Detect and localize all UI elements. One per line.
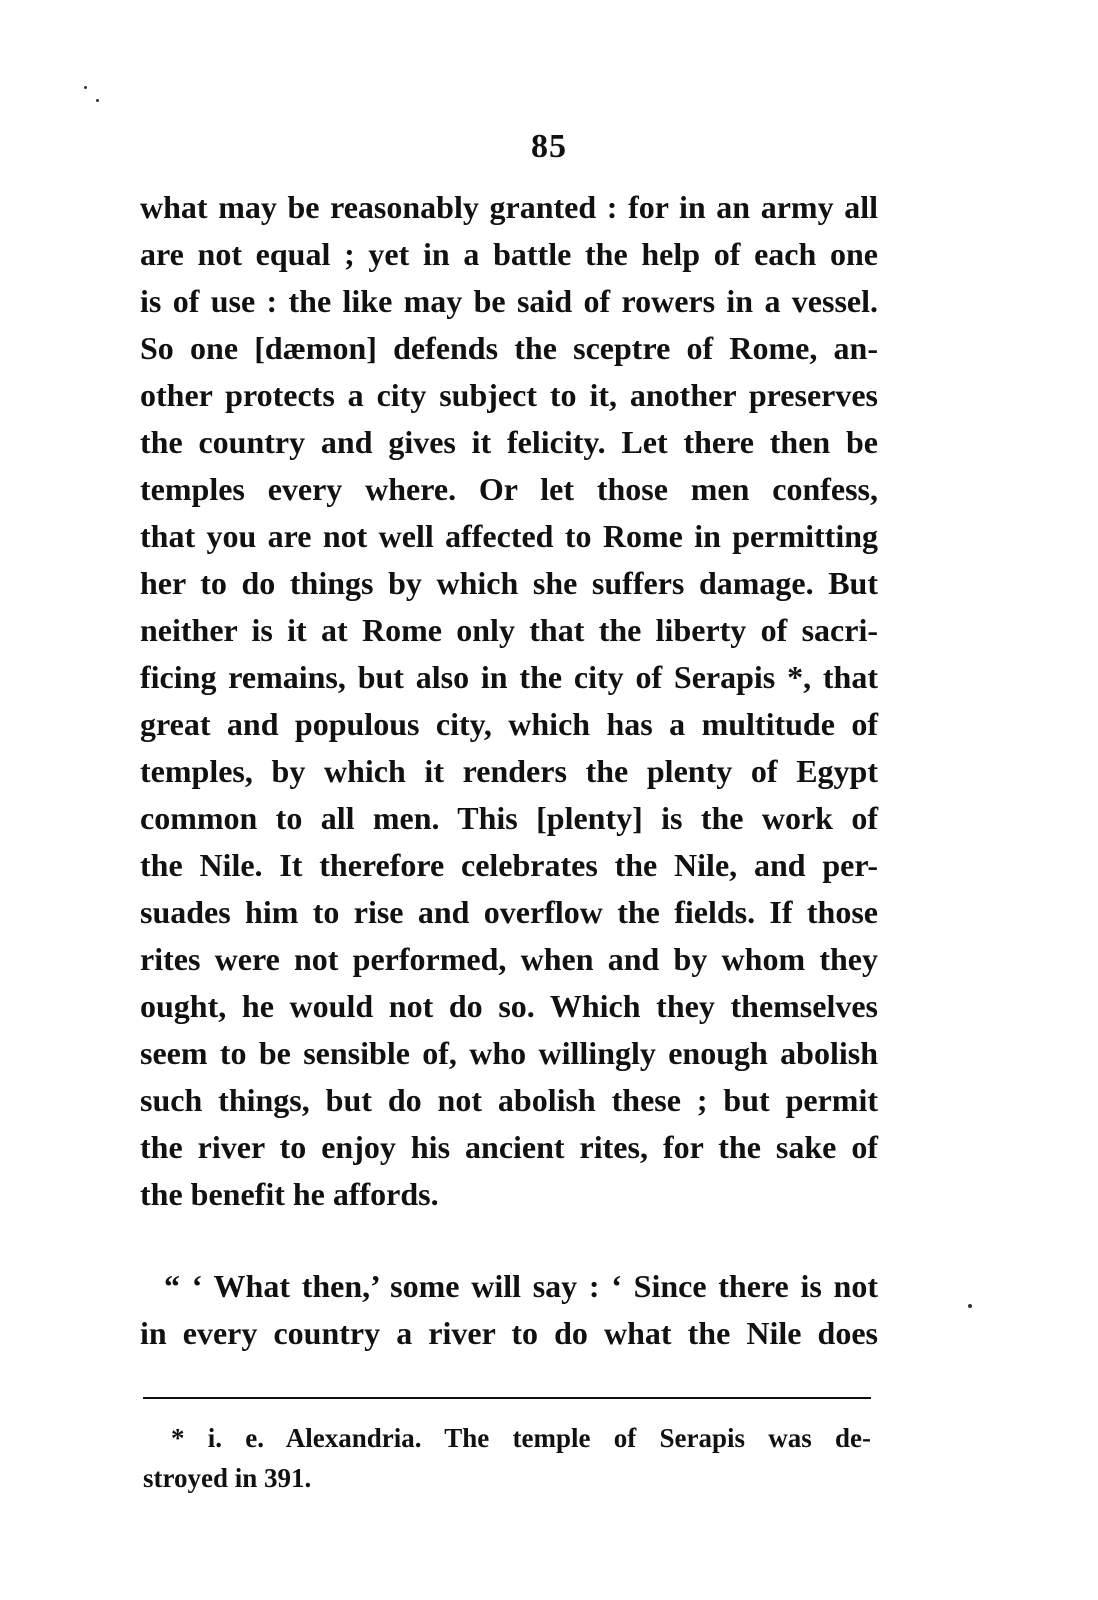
text-line: seem to be sensible of, who willingly enough abolish <box>140 1035 878 1071</box>
footnote <box>143 1418 871 1498</box>
text-line: that you are not well affected to Rome in permitting <box>140 518 878 554</box>
paragraph-2 <box>140 1263 878 1357</box>
text-line: the river to enjoy his ancient rites, for the sake of <box>140 1129 878 1165</box>
footnote-divider <box>143 1397 871 1399</box>
text-line: neither is it at Rome only that the liberty of sacri- <box>140 612 878 648</box>
text-line: common to all men. This [plenty] is the work of <box>140 800 878 836</box>
print-speck <box>968 1304 972 1308</box>
paragraph-1 <box>140 184 878 1218</box>
page-number: 85 <box>531 128 567 165</box>
print-speck <box>84 86 87 89</box>
print-speck <box>96 99 99 102</box>
main-text <box>140 184 878 1357</box>
text-line: rites were not performed, when and by whom they <box>140 941 878 977</box>
text-line: temples, by which it renders the plenty of Egypt <box>140 753 878 789</box>
text-line: the Nile. It therefore celebrates the Nile, and per- <box>140 847 878 883</box>
text-line: “ ‘ What then,’ some will say : ‘ Since there is not <box>164 1268 878 1304</box>
text-line: such things, but do not abolish these ; but permit <box>140 1082 878 1118</box>
footnote-line: * i. e. Alexandria. The temple of Serapis was de- <box>171 1423 871 1453</box>
text-line: are not equal ; yet in a battle the help of each one <box>140 236 878 272</box>
paragraph-gap <box>140 1218 878 1263</box>
text-line: is of use : the like may be said of rowers in a vessel. <box>140 283 878 319</box>
text-line: ficing remains, but also in the city of Serapis *, that <box>140 659 878 695</box>
text-line: So one [dæmon] defends the sceptre of Rome, an- <box>140 330 878 366</box>
text-line: the benefit he affords. <box>140 1176 439 1212</box>
footnote-line: stroyed in 391. <box>143 1463 312 1493</box>
text-line: her to do things by which she suffers damage. But <box>140 565 878 601</box>
text-line: other protects a city subject to it, another preserves <box>140 377 878 413</box>
text-line: what may be reasonably granted : for in an army all <box>140 189 878 225</box>
text-line: suades him to rise and overflow the fields. If those <box>140 894 878 930</box>
text-line: great and populous city, which has a multitude of <box>140 706 878 742</box>
text-line: ought, he would not do so. Which they themselves <box>140 988 878 1024</box>
text-line: in every country a river to do what the Nile does <box>140 1315 878 1351</box>
text-line: the country and gives it felicity. Let there then be <box>140 424 878 460</box>
text-line: temples every where. Or let those men confess, <box>140 471 878 507</box>
